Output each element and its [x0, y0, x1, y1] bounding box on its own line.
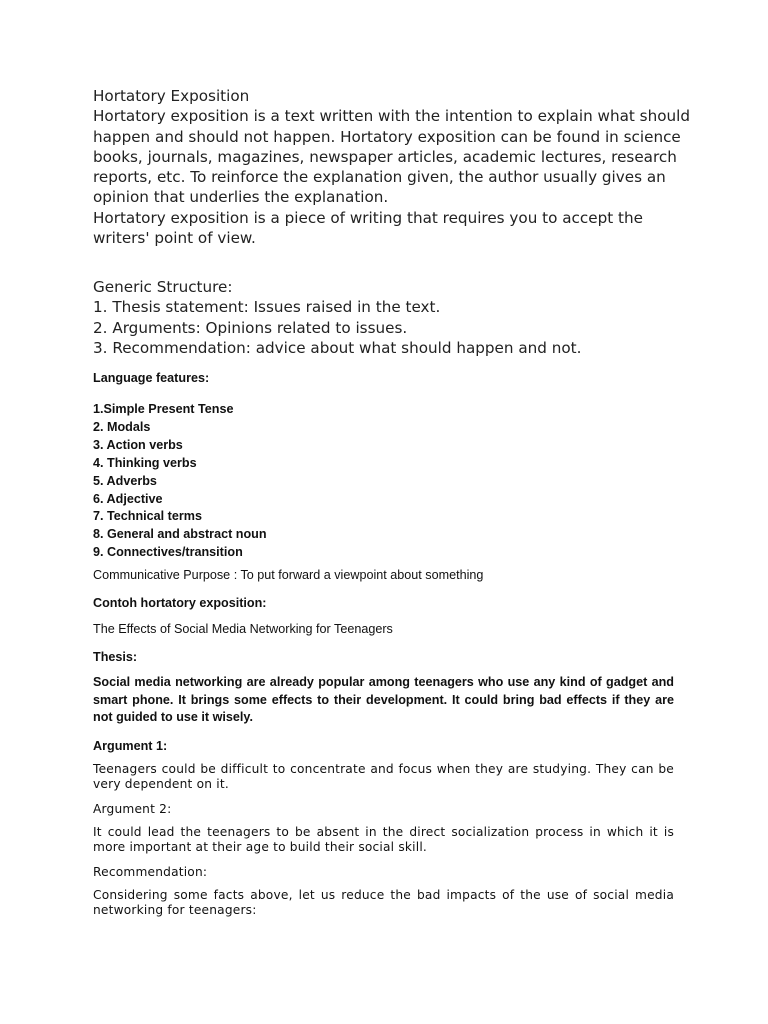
generic-structure-section [93, 277, 693, 358]
argument-2-text-block [93, 825, 674, 856]
language-feature-item: 6. Adjective [93, 491, 163, 506]
example-title-block [93, 620, 674, 638]
thesis-label-block [93, 648, 674, 666]
language-features-heading: Language features: [93, 371, 210, 385]
recommendation-label-block [93, 863, 674, 881]
language-feature-item: 9. Connectives/transition [93, 545, 243, 560]
communicative-purpose: Communicative Purpose : To put forward a viewpoint about something [93, 568, 484, 582]
argument-2-text: It could lead the teenagers to be absent in the direct socialization process in which it is more important at their age to build their social skill. [93, 825, 674, 855]
thesis-text: Social media networking are already popular among teenagers who use any kind of gadget and smart phone. It brings some effects to their development. It could bring bad effects if they are not guided to use it wisely. [93, 675, 674, 725]
language-features-section [93, 369, 693, 562]
intro-paragraph-2: Hortatory exposition is a piece of writing that requires you to accept the writers' point of view. [93, 208, 643, 248]
intro-section [93, 86, 693, 248]
document-title: Hortatory Exposition [93, 87, 250, 105]
recommendation-text: Considering some facts above, let us reduce the bad impacts of the use of social media networking for teenagers: [93, 888, 674, 918]
language-feature-item: 8. General and abstract noun [93, 527, 267, 542]
language-feature-item: 4. Thinking verbs [93, 455, 197, 470]
generic-structure-item: 1. Thesis statement: Issues raised in the text. [93, 298, 441, 317]
argument-1-text-block [93, 762, 674, 793]
generic-structure-heading: Generic Structure: [93, 278, 233, 296]
language-feature-item: 2. Modals [93, 419, 151, 434]
language-feature-item: 7. Technical terms [93, 509, 202, 524]
language-feature-item: 1.Simple Present Tense [93, 402, 234, 416]
recommendation-label: Recommendation: [93, 865, 208, 879]
recommendation-text-block [93, 888, 674, 919]
generic-structure-item: 3. Recommendation: advice about what should happen and not. [93, 338, 582, 357]
argument-2-label-block [93, 800, 674, 818]
argument-1-text: Teenagers could be difficult to concentrate and focus when they are studying. They can be very dependent on it. [93, 762, 674, 792]
language-features-list [93, 401, 693, 562]
argument-2-label: Argument 2: [93, 802, 172, 816]
intro-paragraph: Hortatory exposition is a text written with the intention to explain what should happen and should not happen. Hortatory exposition can be found in science books, journals, magazines, newspaper articles, academic lectures, research reports, etc. To reinforce the explanation given, the author usually gives an opinion that underlies the explanation. [93, 107, 690, 207]
example-heading: Contoh hortatory exposition: [93, 596, 267, 610]
communicative-purpose-block [93, 566, 674, 584]
language-feature-item: 5. Adverbs [93, 473, 157, 488]
argument-1-label-block [93, 737, 674, 755]
argument-1-label: Argument 1: [93, 739, 168, 753]
example-heading-block [93, 594, 674, 612]
example-title: The Effects of Social Media Networking for Teenagers [93, 622, 393, 636]
thesis-text-block [93, 674, 674, 727]
generic-structure-item: 2. Arguments: Opinions related to issues. [93, 318, 408, 337]
language-feature-item: 3. Action verbs [93, 437, 183, 452]
thesis-label: Thesis: [93, 650, 138, 664]
